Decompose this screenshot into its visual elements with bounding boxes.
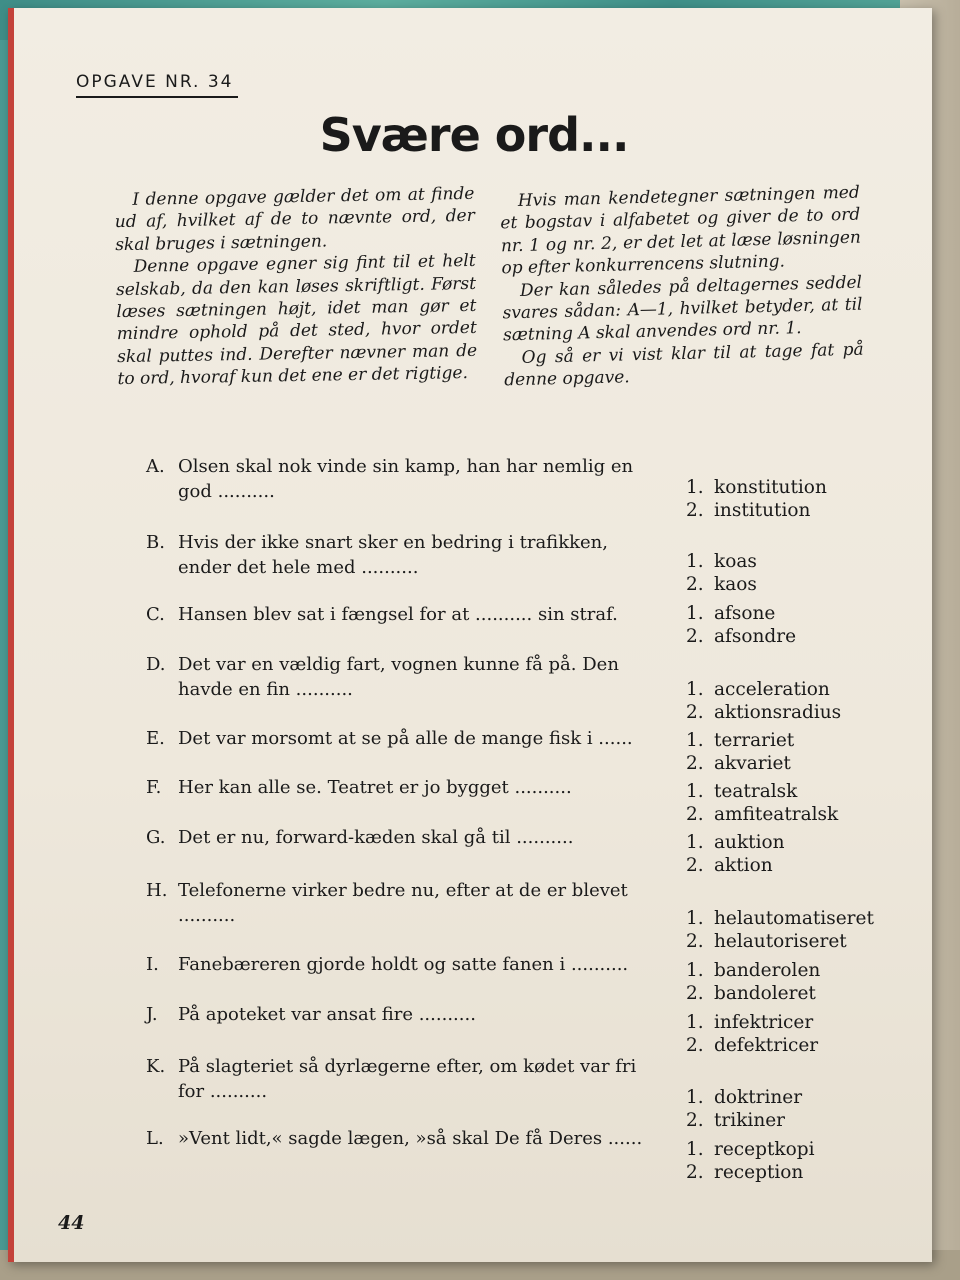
question-k-options	[686, 1086, 802, 1132]
question-letter: K.	[146, 1056, 166, 1077]
option-2: 2. bandoleret	[686, 983, 816, 1004]
question-d	[146, 652, 666, 702]
option-2: 2. aktion	[686, 855, 773, 876]
question-letter: B.	[146, 532, 165, 553]
intro-paragraph: Der kan således på deltagernes seddel svares sådan: A—1, hvilket betyder, at til sætning A skal anvendes ord nr. 1.	[502, 272, 863, 346]
question-l-options	[686, 1138, 815, 1184]
question-d-options	[686, 678, 841, 724]
question-h	[146, 878, 666, 928]
question-letter: J.	[146, 1004, 158, 1025]
intro-paragraph: Og så er vi vist klar til at tage fat på denne opgave.	[503, 339, 864, 391]
option-1: 1. receptkopi	[686, 1139, 815, 1160]
question-text: Telefonerne virker bedre nu, efter at de er blevet ..........	[178, 880, 628, 926]
option-2: 2. amfiteatralsk	[686, 804, 839, 825]
question-i	[146, 952, 666, 977]
question-a	[146, 454, 666, 504]
intro-right-column	[500, 182, 865, 392]
option-1: 1. auktion	[686, 832, 785, 853]
question-letter: G.	[146, 827, 166, 848]
option-2: 2. defektricer	[686, 1035, 819, 1056]
question-a-options	[686, 476, 827, 522]
question-h-options	[686, 907, 874, 953]
option-2: 2. trikiner	[686, 1110, 786, 1131]
option-1: 1. doktriner	[686, 1087, 803, 1108]
intro-paragraph: I denne opgave gælder det om at finde ud af, hvilket af de to nævnte ord, der skal bruges i sætningen.	[114, 183, 475, 255]
option-1: 1. konstitution	[686, 477, 827, 498]
question-e	[146, 726, 666, 751]
option-2: 2. kaos	[686, 574, 757, 595]
option-1: 1. teatralsk	[686, 781, 798, 802]
question-text: Olsen skal nok vinde sin kamp, han har nemlig en god ..........	[178, 456, 634, 502]
option-1: 1. terrariet	[686, 730, 795, 751]
question-text: Det var en vældig fart, vognen kunne få på. Den havde en fin ..........	[178, 654, 619, 700]
option-2: 2. institution	[686, 500, 811, 521]
question-text: Det er nu, forward-kæden skal gå til ..........	[178, 827, 574, 848]
question-j-options	[686, 1011, 818, 1057]
question-text: »Vent lidt,« sagde lægen, »så skal De få Deres ......	[178, 1128, 643, 1149]
question-text: Hvis der ikke snart sker en bedring i trafikken, ender det hele med ..........	[178, 532, 608, 578]
question-c-options	[686, 602, 796, 648]
question-letter: F.	[146, 777, 162, 798]
question-letter: I.	[146, 954, 159, 975]
option-2: 2. helautoriseret	[686, 931, 847, 952]
exercise-label: OPGAVE NR. 34	[76, 72, 238, 98]
book-page	[8, 8, 932, 1262]
page-title: Svære ord...	[319, 108, 629, 162]
question-l	[146, 1126, 666, 1151]
question-text: Det var morsomt at se på alle de mange fisk i ......	[178, 728, 633, 749]
option-1: 1. infektricer	[686, 1012, 814, 1033]
question-letter: H.	[146, 880, 168, 901]
question-b	[146, 530, 666, 580]
option-2: 2. afsondre	[686, 626, 797, 647]
question-letter: L.	[146, 1128, 164, 1149]
option-1: 1. afsone	[686, 603, 776, 624]
option-1: 1. acceleration	[686, 679, 830, 700]
question-g-options	[686, 831, 785, 877]
question-text: Her kan alle se. Teatret er jo bygget ..........	[178, 777, 572, 798]
question-letter: C.	[146, 604, 165, 625]
question-text: På apoteket var ansat fire ..........	[178, 1004, 476, 1025]
question-k	[146, 1054, 666, 1104]
option-2: 2. reception	[686, 1162, 804, 1183]
question-j	[146, 1002, 666, 1027]
intro-paragraph: Hvis man kendetegner sætningen med et bogstav i alfabetet og giver de to ord nr. 1 og nr. 2, er det let at læse løsningen op efter konkurrencens slutning.	[500, 182, 862, 279]
question-f	[146, 775, 666, 800]
option-2: 2. aktionsradius	[686, 702, 842, 723]
intro-left-column	[114, 183, 477, 391]
question-c	[146, 602, 666, 627]
question-letter: E.	[146, 728, 165, 749]
question-text: På slagteriet så dyrlægerne efter, om kødet var fri for ..........	[178, 1056, 637, 1102]
question-i-options	[686, 959, 820, 1005]
question-letter: A.	[146, 456, 165, 477]
option-1: 1. helautomatiseret	[686, 908, 874, 929]
question-text: Hansen blev sat i fængsel for at .......... sin straf.	[178, 604, 618, 625]
question-f-options	[686, 780, 838, 826]
question-g	[146, 825, 666, 850]
page-number: 44	[58, 1212, 85, 1234]
question-letter: D.	[146, 654, 166, 675]
question-e-options	[686, 729, 794, 775]
question-text: Fanebæreren gjorde holdt og satte fanen i ..........	[178, 954, 629, 975]
option-1: 1. banderolen	[686, 960, 821, 981]
option-1: 1. koas	[686, 551, 757, 572]
intro-paragraph: Denne opgave egner sig fint til et helt selskab, da den kan løses skriftligt. Først læses sætningen højt, idet man gør et mindre ophold på det sted, hvor ordet skal puttes ind. Derefter nævner man de to ord, hvoraf kun det ene er det rigtige.	[115, 251, 478, 390]
option-2: 2. akvariet	[686, 753, 791, 774]
question-b-options	[686, 550, 757, 596]
